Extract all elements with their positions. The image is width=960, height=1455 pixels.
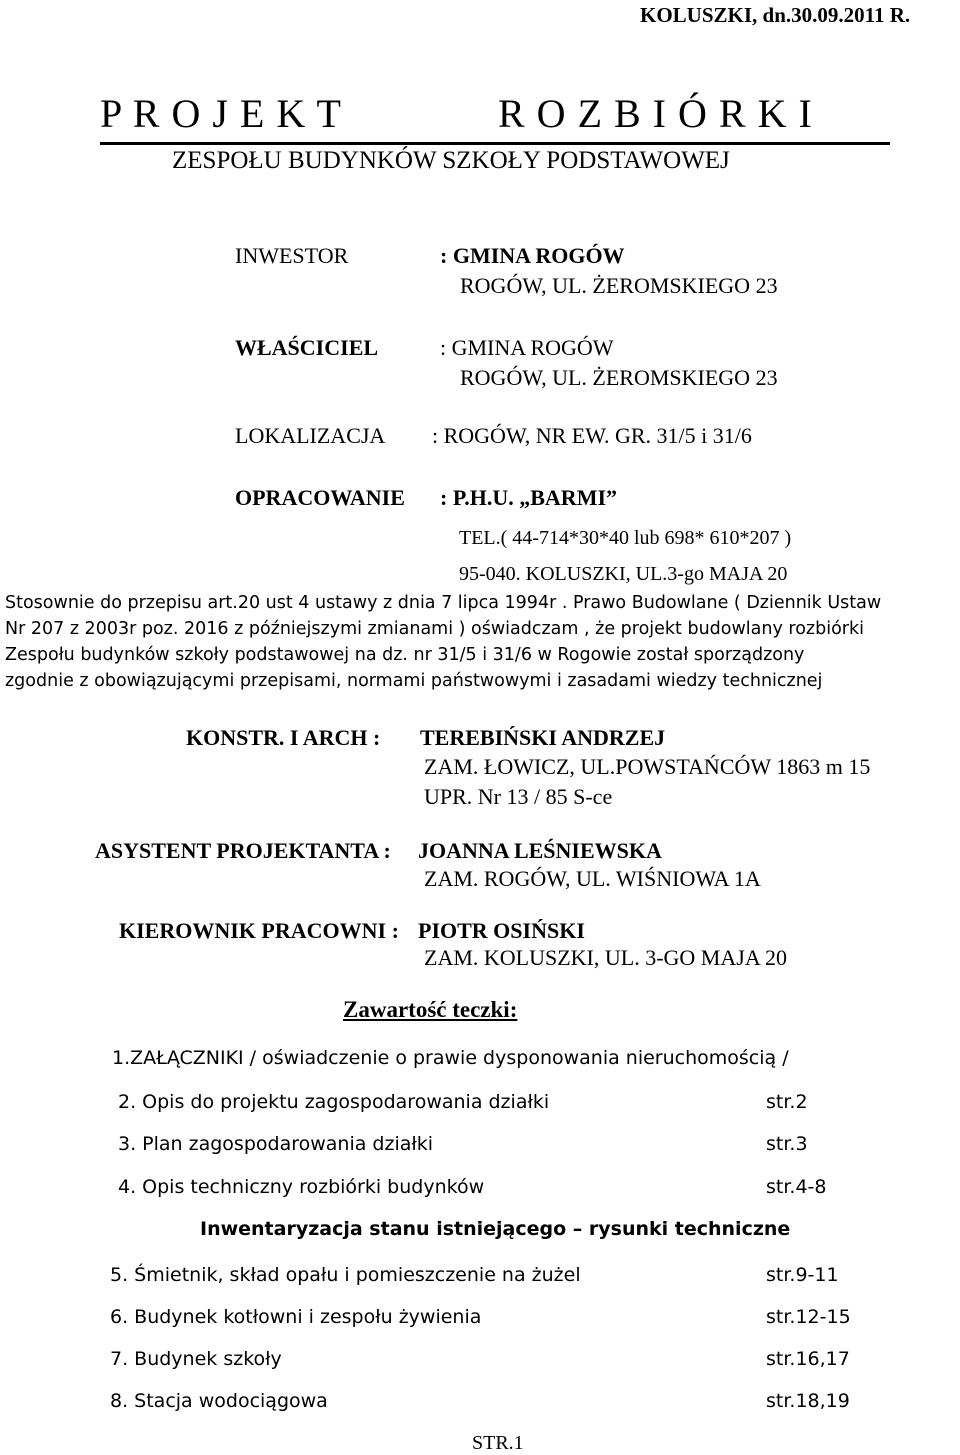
declaration-line: Stosownie do przepisu art.20 ust 4 ustawy z dnia 7 lipca 1994r . Prawo Budowlane ( Dziennik Ustaw (5, 593, 882, 613)
list-item-page: str.18,19 (766, 1390, 850, 1412)
declaration-line: zgodnie z obowiązującymi przepisami, normami państwowymi i zasadami wiedzy technicznej (5, 671, 823, 691)
architect-license: UPR. Nr 13 / 85 S-ce (424, 784, 613, 809)
investor-value: : GMINA ROGÓW (440, 243, 625, 268)
owner-label: WŁAŚCICIEL (235, 335, 379, 360)
list-item-label: 6. Budynek kotłowni i zespołu żywienia (110, 1306, 482, 1328)
list-item-label: 7. Budynek szkoły (110, 1348, 282, 1370)
head-name: PIOTR OSIŃSKI (418, 918, 585, 943)
list-item-page: str.9-11 (766, 1264, 839, 1286)
list-item-label: 3. Plan zagospodarowania działki (118, 1133, 434, 1155)
section-heading: Inwentaryzacja stanu istniejącego – rysunki techniczne (200, 1218, 791, 1240)
list-item-page: str.16,17 (766, 1348, 850, 1370)
list-item-page: str.2 (766, 1091, 808, 1113)
declaration-line: Nr 207 z 2003r poz. 2016 z późniejszymi zmianami ) oświadczam , że projekt budowlany rozbiórki (5, 619, 864, 639)
prepared-value: : P.H.U. „BARMI” (440, 485, 618, 510)
investor-label: INWESTOR (235, 243, 349, 268)
contents-heading: Zawartość teczki: (343, 997, 518, 1022)
list-item-label: 8. Stacja wodociągowa (110, 1390, 328, 1412)
list-item-page: str.4-8 (766, 1176, 827, 1198)
owner-address: ROGÓW, UL. ŻEROMSKIEGO 23 (460, 365, 778, 390)
owner-value: : GMINA ROGÓW (440, 335, 614, 360)
title-demolition: R O Z B I Ó R K I (498, 91, 813, 136)
office-address: 95-040. KOLUSZKI, UL.3-go MAJA 20 (459, 563, 788, 585)
list-item-label: 5. Śmietnik, skład opału i pomieszczenie na żużel (110, 1264, 581, 1286)
architect-address: ZAM. ŁOWICZ, UL.POWSTAŃCÓW 1863 m 15 (424, 754, 871, 779)
assistant-name: JOANNA LEŚNIEWSKA (418, 838, 662, 863)
date-line: KOLUSZKI, dn.30.09.2011 R. (640, 3, 911, 27)
location-value: : ROGÓW, NR EW. GR. 31/5 i 31/6 (432, 423, 752, 448)
title-subtitle: ZESPOŁU BUDYNKÓW SZKOŁY PODSTAWOWEJ (172, 147, 730, 174)
head-address: ZAM. KOLUSZKI, UL. 3-GO MAJA 20 (424, 945, 787, 970)
architect-label: KONSTR. I ARCH : (186, 725, 381, 750)
list-item-label: 2. Opis do projektu zagospodarowania działki (118, 1091, 550, 1113)
architect-name: TEREBIŃSKI ANDRZEJ (420, 725, 666, 750)
assistant-label: ASYSTENT PROJEKTANTA : (95, 838, 391, 863)
location-label: LOKALIZACJA (235, 423, 386, 448)
investor-address: ROGÓW, UL. ŻEROMSKIEGO 23 (460, 273, 778, 298)
title-project: P R O J E K T (100, 91, 342, 136)
list-item-label: 4. Opis techniczny rozbiórki budynków (118, 1176, 485, 1198)
declaration-paragraph (5, 590, 953, 694)
assistant-address: ZAM. ROGÓW, UL. WIŚNIOWA 1A (424, 866, 761, 891)
declaration-line: Zespołu budynków szkoły podstawowej na dz. nr 31/5 i 31/6 w Rogowie został sporządzony (5, 645, 805, 665)
prepared-label: OPRACOWANIE (235, 485, 405, 510)
phone-line: TEL.( 44-714*30*40 lub 698* 610*207 ) (459, 527, 792, 549)
head-label: KIEROWNIK PRACOWNI : (119, 918, 399, 943)
title-row (100, 90, 890, 145)
list-item-page: str.3 (766, 1133, 808, 1155)
list-item-page: str.12-15 (766, 1306, 851, 1328)
attachments-line: 1.ZAŁĄCZNIKI / oświadczenie o prawie dysponowania nieruchomością / (112, 1047, 789, 1069)
page-number: STR.1 (472, 1432, 524, 1454)
